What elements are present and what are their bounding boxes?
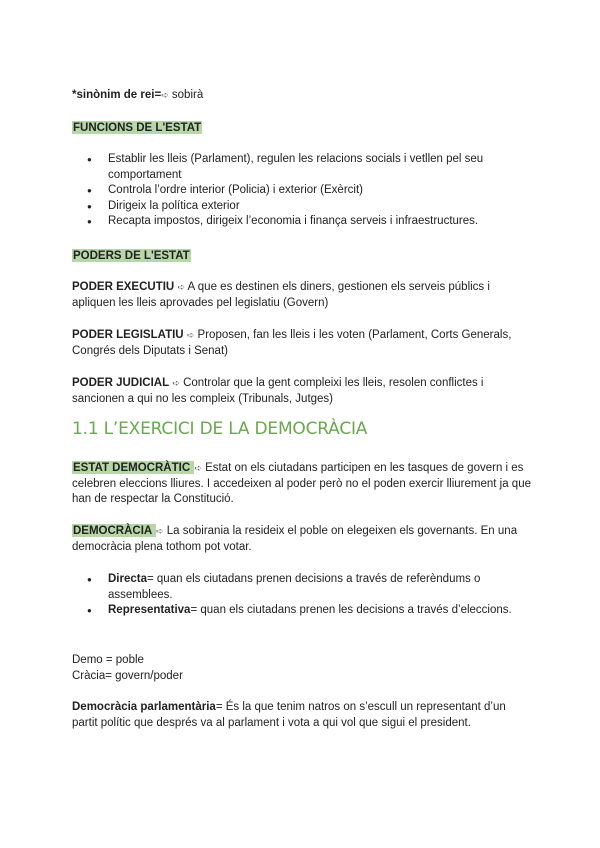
democracia-term: DEMOCRÀCIA: [73, 525, 155, 537]
synonym-equals: =: [154, 89, 162, 101]
estat-democratic-text: Estat on els ciutadans participen en les tasques de govern i es celebren eleccions lliures. I accedeixen al poder però no el poden exercir lliurement ja que han de respectar la Constitució.: [72, 462, 531, 505]
synonym-value: sobirà: [168, 89, 204, 101]
synonym-note: [72, 88, 532, 104]
section-heading: [72, 419, 532, 439]
democracia: [72, 524, 532, 555]
type-text: = quan els ciutadans prenen decisions a través de referèndums o assemblees.: [108, 573, 481, 601]
poder-executiu-term: PODER EXECUTIU: [72, 281, 175, 293]
parlamentaria-term: Democràcia parlamentària: [72, 701, 216, 713]
list-item: ● Recapta impostos, dirigeix l’economia i finança serveis i infraestructures.: [72, 214, 532, 230]
poder-legislatiu: [72, 328, 532, 359]
list-item: [72, 603, 532, 619]
etymology: [72, 653, 532, 684]
poders-heading-text: PODERS DE L'ESTAT: [73, 250, 190, 262]
etymology-line: Cràcia= govern/poder: [72, 669, 183, 682]
poders-heading: [72, 249, 532, 265]
poder-legislatiu-text: Proposen, fan les lleis i les voten (Parlament, Corts Generals, Congrés dels Diputats i Senat): [72, 329, 512, 357]
list-item: [72, 572, 532, 603]
arrow-icon: ➪: [156, 526, 164, 536]
democracy-types-list: [72, 572, 532, 619]
synonym-term: *sinònim de rei: [72, 89, 155, 101]
poder-judicial-term: PODER JUDICIAL: [72, 377, 170, 389]
poder-judicial: [72, 376, 532, 407]
type-term: Directa: [108, 573, 147, 585]
type-term: Representativa: [108, 604, 191, 616]
list-item: ● Controla l’ordre interior (Policia) i exterior (Exèrcit): [72, 183, 532, 199]
estat-democratic: [72, 461, 532, 508]
democracia-parlamentaria: [72, 700, 532, 731]
section-title: 1.1 L’EXERCICI DE LA DEMOCRÀCIA: [72, 419, 368, 439]
funcions-heading: [72, 121, 532, 137]
arrow-icon: ➪: [161, 90, 169, 100]
arrow-icon: ➪: [172, 378, 180, 388]
estat-democratic-term: ESTAT DEMOCRÀTIC: [73, 462, 194, 474]
arrow-icon: ➪: [194, 463, 202, 473]
list-item: ● Establir les lleis (Parlament), regulen les relacions socials i vetllen pel seu comportament: [72, 152, 532, 183]
etymology-line: Demo = poble: [72, 654, 144, 666]
funcions-heading-text: FUNCIONS DE L'ESTAT: [73, 122, 202, 134]
poder-legislatiu-term: PODER LEGISLATIU: [72, 329, 184, 341]
arrow-icon: ➪: [177, 282, 185, 292]
arrow-icon: ➪: [186, 330, 195, 340]
list-item: ● Dirigeix la política exterior: [72, 199, 532, 215]
poder-executiu-text: A que es destinen els diners, gestionen els serveis públics i apliquen les lleis aprovades pel legislatiu (Govern): [72, 281, 490, 309]
poder-executiu: [72, 280, 532, 311]
type-text: = quan els ciutadans prenen les decisions a través d’eleccions.: [190, 604, 512, 616]
parlamentaria-text: = És la que tenim natros on s’escull un representant d’un partit polític que després va al parlament i vota a qui vol que sigui el president.: [72, 701, 506, 729]
funcions-list: [72, 152, 532, 230]
democracia-text: La sobirania la resideix el poble on elegeixen els governants. En una democràcia plena tothom pot votar.: [72, 525, 518, 553]
poder-judicial-text: Controlar que la gent compleixi les lleis, resolen conflictes i sancionen a qui no les compleix (Tribunals, Jutges): [72, 377, 484, 405]
